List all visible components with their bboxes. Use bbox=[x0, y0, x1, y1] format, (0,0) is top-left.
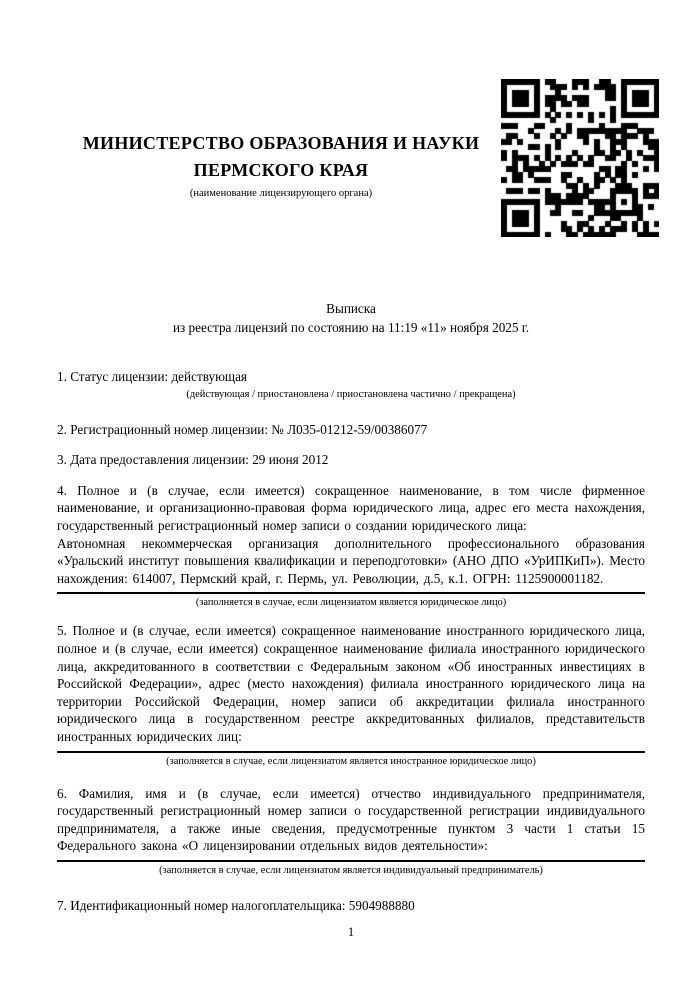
item-5-foreign-entity bbox=[57, 622, 645, 767]
licensing-authority-caption: (наименование лицензирующего органа) bbox=[189, 188, 373, 199]
item-2-text: 2. Регистрационный номер лицензии: № Л035-01212-59/00386077 bbox=[57, 421, 428, 437]
document-title-block bbox=[57, 299, 645, 337]
item-1-license-status bbox=[57, 368, 645, 401]
document-title: Выписка bbox=[326, 301, 376, 316]
item-1-text: 1. Статус лицензии: действующая bbox=[57, 369, 248, 384]
item-4-text: 4. Полное и (в случае, если имеется) сокращенное наименование, в том числе фирменное наименование, и организационно-правовая форма юридического лица, адрес его места нахождения, государственный регистрационный номер записи о создании юридического лица: bbox=[57, 482, 645, 533]
item-3-text: 3. Дата предоставления лицензии: 29 июня 2012 bbox=[57, 452, 329, 468]
item-6-individual-entrepreneur bbox=[57, 785, 645, 877]
document-body bbox=[57, 368, 645, 927]
licensing-authority-block bbox=[57, 130, 505, 199]
licensing-authority-name-line1: МИНИСТЕРСТВО ОБРАЗОВАНИЯ И НАУКИ bbox=[82, 133, 480, 153]
item-6-caption: (заполняется в случае, если лицензиатом является индивидуальный предприниматель) bbox=[159, 864, 543, 876]
item-7-text: 7. Идентификационный номер налогоплательщика: 5904988880 bbox=[57, 897, 415, 913]
item-3-license-date bbox=[57, 451, 645, 469]
item-7-taxpayer-number bbox=[57, 897, 645, 915]
item-5-text: 5. Полное и (в случае, если имеется) сокращенное наименование иностранного юридического лица, полное и (в случае, если имеется) сокращенное наименование филиала иностранного юридического лица, аккредитованного в соответствии с Федеральным законом «Об иностранных инвестициях в Российской Федерации», адрес (место нахождения) филиала иностранного юридического лица на территории Российской Федерации, номер записи об аккредитации филиала иностранного юридического лица в государственном реестре аккредитованных филиалов, представительств иностранных юридических лиц: bbox=[57, 623, 645, 744]
item-6-text: 6. Фамилия, имя и (в случае, если имеется) отчество индивидуального предпринимателя, государственный регистрационный номер записи о государственной регистрации индивидуального предпринимателя, а также иные сведения, предусмотренные пунктом 3 части 1 статьи 15 Федерального закона «О лицензировании отдельных видов деятельности»: bbox=[57, 785, 645, 854]
item-1-caption: (действующая / приостановлена / приостановлена частично / прекращена) bbox=[186, 388, 516, 400]
qr-code-canvas bbox=[501, 79, 659, 237]
fill-in-line bbox=[57, 860, 645, 862]
item-4-caption: (заполняется в случае, если лицензиатом является юридическое лицо) bbox=[195, 597, 507, 609]
item-4-value: Автономная некоммерческая организация дополнительного профессионального образования «Уральский институт повышения квалификации и переподготовки» (АНО ДПО «УрИПКиП»). Место нахождения: 614007, Пермский край, г. Пермь, ул. Революции, д.5, к.1. ОГРН: 1125900001182. bbox=[57, 535, 645, 586]
document-subtitle: из реестра лицензий по состоянию на 11:19 «11» ноября 2025 г. bbox=[172, 320, 530, 335]
licensing-authority-name-line2: ПЕРМСКОГО КРАЯ bbox=[193, 160, 369, 180]
item-5-caption: (заполняется в случае, если лицензиатом является иностранное юридическое лицо) bbox=[166, 755, 536, 767]
page-number: 1 bbox=[347, 925, 355, 939]
fill-in-line bbox=[57, 751, 645, 753]
fill-in-line bbox=[57, 592, 645, 594]
qr-code-icon bbox=[501, 79, 659, 237]
item-4-legal-entity bbox=[57, 482, 645, 610]
item-2-registration-number bbox=[57, 421, 645, 439]
